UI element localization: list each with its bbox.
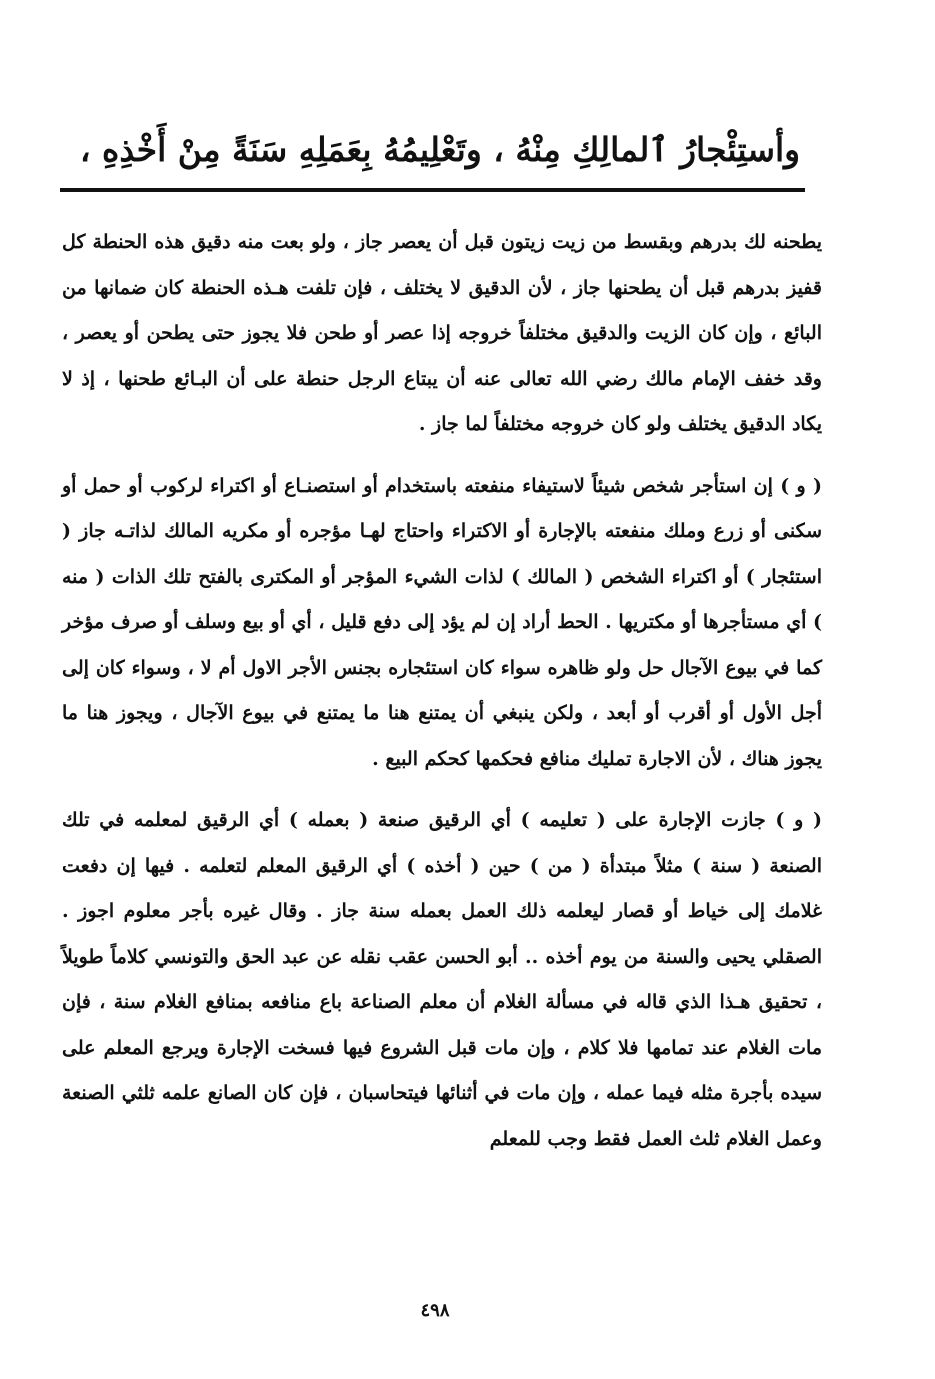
chapter-heading: وأستِئْجارُ ٱلمالِكِ مِنْهُ ، وتَعْلِيمُهُ بِعَمَلِهِ سَنَةً مِنْ أَخْذِهِ ،	[79, 130, 801, 169]
paragraph: ( و ) إن استأجر شخص شيئاً لاستيفاء منفعته باستخدام أو استصنـاع أو اكتراء لركوب أو حمل أو سكنى أو زرع وملك منفعته بالإجارة أو الاكتراء واحتاج لهـا مؤجره أو مكريه المالك لذاتـه جاز ( استئجار ) أو اكتراء الشخص ( المالك ) لذات الشيء المؤجر أو المكترى بالفتح تلك الذات ( منه ) أي مستأجرها أو مكتريها . الحط أراد إن لم يؤد إلى دفع قليل ، أي أو بيع وسلف أو صرف مؤخر كما في بيوع الآجال حل ولو ظاهره سواء كان استئجاره بجنس الأجر الاول أم لا ، وسواء كان إلى أجل الأول أو أقرب أو أبعد ، ولكن ينبغي أن يمتنع هنا ما يمتنع في بيوع الآجال ، ويجوز هنا ما يجوز هناك ، لأن الاجارة تمليك منافع فحكمها كحكم البيع .	[62, 474, 822, 770]
paragraph: ( و ) جازت الإجارة على ( تعليمه ) أي الرقيق صنعة ( بعمله ) أي الرقيق لمعلمه في تلك الصنعة ( سنة ) مثلاً مبتدأة ( من ) حين ( أخذه ) أي الرقيق المعلم لتعلمه . فيها إن دفعت غلامك إلى خياط أو قصار ليعلمه ذلك العمل بعمله سنة جاز . وقال غيره بأجر معلوم اجوز . الصقلي يحيى والسنة من يوم أخذه .. أبو الحسن عقب نقله عن عبد الحق والتونسي كلاماً طويلاً ، تحقيق هـذا الذي قاله في مسألة الغلام أن معلم الصناعة باع منافعه بمنافع الغلام سنة ، فإن مات الغلام عند تمامها فلا كلام ، وإن مات قبل الشروع فيها فسخت الإجارة ويرجع المعلم على سيده بأجرة مثله فيما عمله ، وإن مات في أثنائها فيتحاسبان ، فإن كان الصانع علمه ثلثي الصنعة وعمل الغلام ثلث العمل فقط وجب للمعلم	[62, 809, 822, 1150]
page-number: ٤٩٨	[420, 1300, 450, 1321]
main-text	[62, 220, 822, 1178]
paragraph: يطحنه لك بدرهم وبقسط من زيت زيتون قبل أن يعصر جاز ، ولو بعت منه دقيق هذه الحنطة كل قفيز بدرهم قبل أن يطحنها جاز ، لأن الدقيق لا يختلف ، فإن تلفت هـذه الحنطة كان ضمانها من البائع ، وإن كان الزيت والدقيق مختلفاً خروجه إذا عصر أو طحن فلا يجوز حتى يطحن أو يعصر ، وقد خفف الإمام مالك رضي الله تعالى عنه أن يبتاع الرجل حنطة على أن البـائع طحنها ، إذ لا يكاد الدقيق يختلف ولو كان خروجه مختلفاً لما جاز .	[62, 231, 822, 435]
heading-divider	[60, 188, 805, 192]
